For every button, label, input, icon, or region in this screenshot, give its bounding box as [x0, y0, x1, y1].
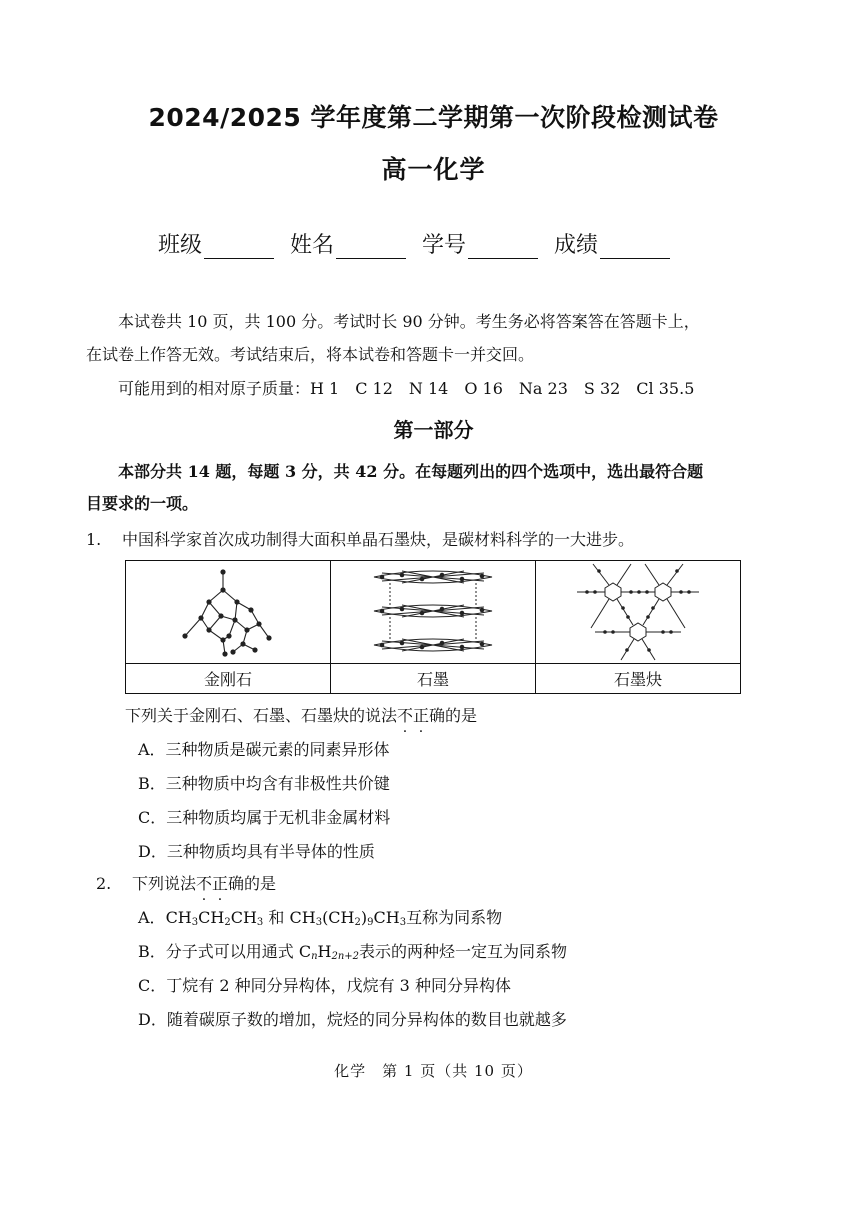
- diamond-structure-cell: [126, 561, 331, 663]
- part1-heading: 第一部分: [393, 418, 474, 442]
- instructions-line-2: 在试卷上作答无效。考试结束后，将本试卷和答题卡一并交回。: [86, 345, 535, 364]
- formula-subscript: 2: [354, 917, 361, 928]
- question-2-option-b[interactable]: [138, 942, 838, 962]
- question-2-emphasis-2: 正: [212, 874, 229, 893]
- formula-part: CH: [230, 908, 257, 927]
- formula-h: H: [317, 942, 332, 961]
- part1-description-line-1: 本部分共 14 题，每题 3 分，共 42 分。在每题列出的四个选项中，选出最符合题: [118, 462, 704, 481]
- option-a-and: 和: [263, 908, 290, 927]
- formula-undecane: [289, 908, 406, 927]
- formula-subscript: 9: [367, 917, 374, 928]
- formula-subscript: 3: [315, 917, 323, 928]
- question-1-emphasis-1: 不: [397, 706, 414, 725]
- formula-subscript: 3: [256, 917, 264, 928]
- question-2-stem: [96, 874, 796, 894]
- part1-description-line-2: 目要求的一项。: [86, 494, 199, 513]
- student-id-label: 学号: [422, 233, 467, 258]
- diamond-label: 金刚石: [126, 664, 331, 693]
- structure-image-row: [126, 561, 740, 664]
- question-2-number: 2.: [96, 874, 112, 893]
- name-label: 姓名: [290, 233, 335, 258]
- score-field: [554, 228, 670, 259]
- option-a-prefix: A．: [138, 908, 166, 927]
- formula-part: ): [360, 908, 368, 927]
- graphdiyne-structure-cell: [536, 561, 740, 663]
- name-field: [290, 228, 406, 259]
- student-info-fields: [158, 228, 718, 259]
- formula-subscript-2n2: 2n+2: [331, 951, 360, 962]
- question-1-option-d[interactable]: D．三种物质均具有半导体的性质: [138, 842, 375, 861]
- formula-propane: [166, 908, 264, 927]
- atomic-masses: 可能用到的相对原子质量：H 1 C 12 N 14 O 16 Na 23 S 32 Cl 35.5: [118, 379, 695, 398]
- formula-part: (CH: [322, 908, 355, 927]
- question-1-option-c[interactable]: C．三种物质均属于无机非金属材料: [138, 808, 391, 827]
- question-2-option-c[interactable]: C．丁烷有 2 种同分异构体，戊烷有 3 种同分异构体: [138, 976, 511, 995]
- name-blank[interactable]: [336, 234, 406, 259]
- question-1-prompt-pre: 下列关于金刚石、石墨、石墨炔的说法: [125, 706, 398, 725]
- question-1-stem-text: 中国科学家首次成功制得大面积单晶石墨炔，是碳材料科学的一大进步。: [122, 530, 635, 549]
- question-1-prompt-post: 确的是: [429, 706, 478, 725]
- formula-part: CH: [289, 908, 316, 927]
- question-1-option-a[interactable]: A．三种物质是碳元素的同素异形体: [138, 740, 390, 759]
- exam-title: 2024/2025 学年度第二学期第一次阶段检测试卷: [148, 103, 719, 132]
- diamond-structure-image: [173, 564, 283, 660]
- formula-part: CH: [198, 908, 225, 927]
- class-field: [158, 228, 274, 259]
- score-label: 成绩: [554, 233, 599, 258]
- score-blank[interactable]: [600, 234, 670, 259]
- graphdiyne-label: 石墨炔: [613, 670, 662, 690]
- question-2-emphasis-1: 不: [196, 874, 213, 893]
- class-blank[interactable]: [204, 234, 274, 259]
- formula-subscript: 2: [224, 917, 231, 928]
- formula-subscript: 3: [399, 917, 407, 928]
- instructions-line-1: 本试卷共 10 页，共 100 分。考试时长 90 分钟。考生务必将答案答在答题卡上，: [118, 312, 700, 331]
- option-b-post: 表示的两种烃一定互为同系物: [359, 942, 568, 961]
- subject-title: 高一化学: [381, 155, 486, 184]
- question-2-stem-post: 确的是: [228, 874, 277, 893]
- formula-subscript: 3: [191, 917, 199, 928]
- question-1-option-b[interactable]: B．三种物质中均含有非极性共价键: [138, 774, 390, 793]
- structure-label-row: [126, 664, 740, 693]
- question-1-prompt: [125, 706, 825, 726]
- formula-subscript-n: n: [311, 951, 318, 962]
- graphite-label: 石墨: [331, 664, 536, 693]
- option-b-pre: B．分子式可以用通式 C: [138, 942, 312, 961]
- class-label: 班级: [158, 233, 203, 258]
- graphite-structure-image: [368, 563, 498, 661]
- student-id-blank[interactable]: [468, 234, 538, 259]
- formula-part: CH: [165, 908, 192, 927]
- graphite-structure-cell: [331, 561, 536, 663]
- student-id-field: [422, 228, 538, 259]
- question-2-option-d[interactable]: D．随着碳原子数的增加，烷烃的同分异构体的数目也就越多: [138, 1010, 567, 1029]
- question-1-emphasis-2: 正: [413, 706, 430, 725]
- question-1-number: 1.: [86, 530, 102, 549]
- formula-part: CH: [373, 908, 400, 927]
- carbon-allotrope-table: [125, 560, 741, 694]
- option-a-post: 互称为同系物: [406, 908, 503, 927]
- question-2-stem-pre: 下列说法: [132, 874, 197, 893]
- question-1-stem: [86, 530, 846, 550]
- question-2-option-a[interactable]: [138, 908, 838, 928]
- graphdiyne-structure-image: [573, 562, 703, 662]
- page-footer: 化学 第 1 页（共 10 页）: [334, 1062, 533, 1080]
